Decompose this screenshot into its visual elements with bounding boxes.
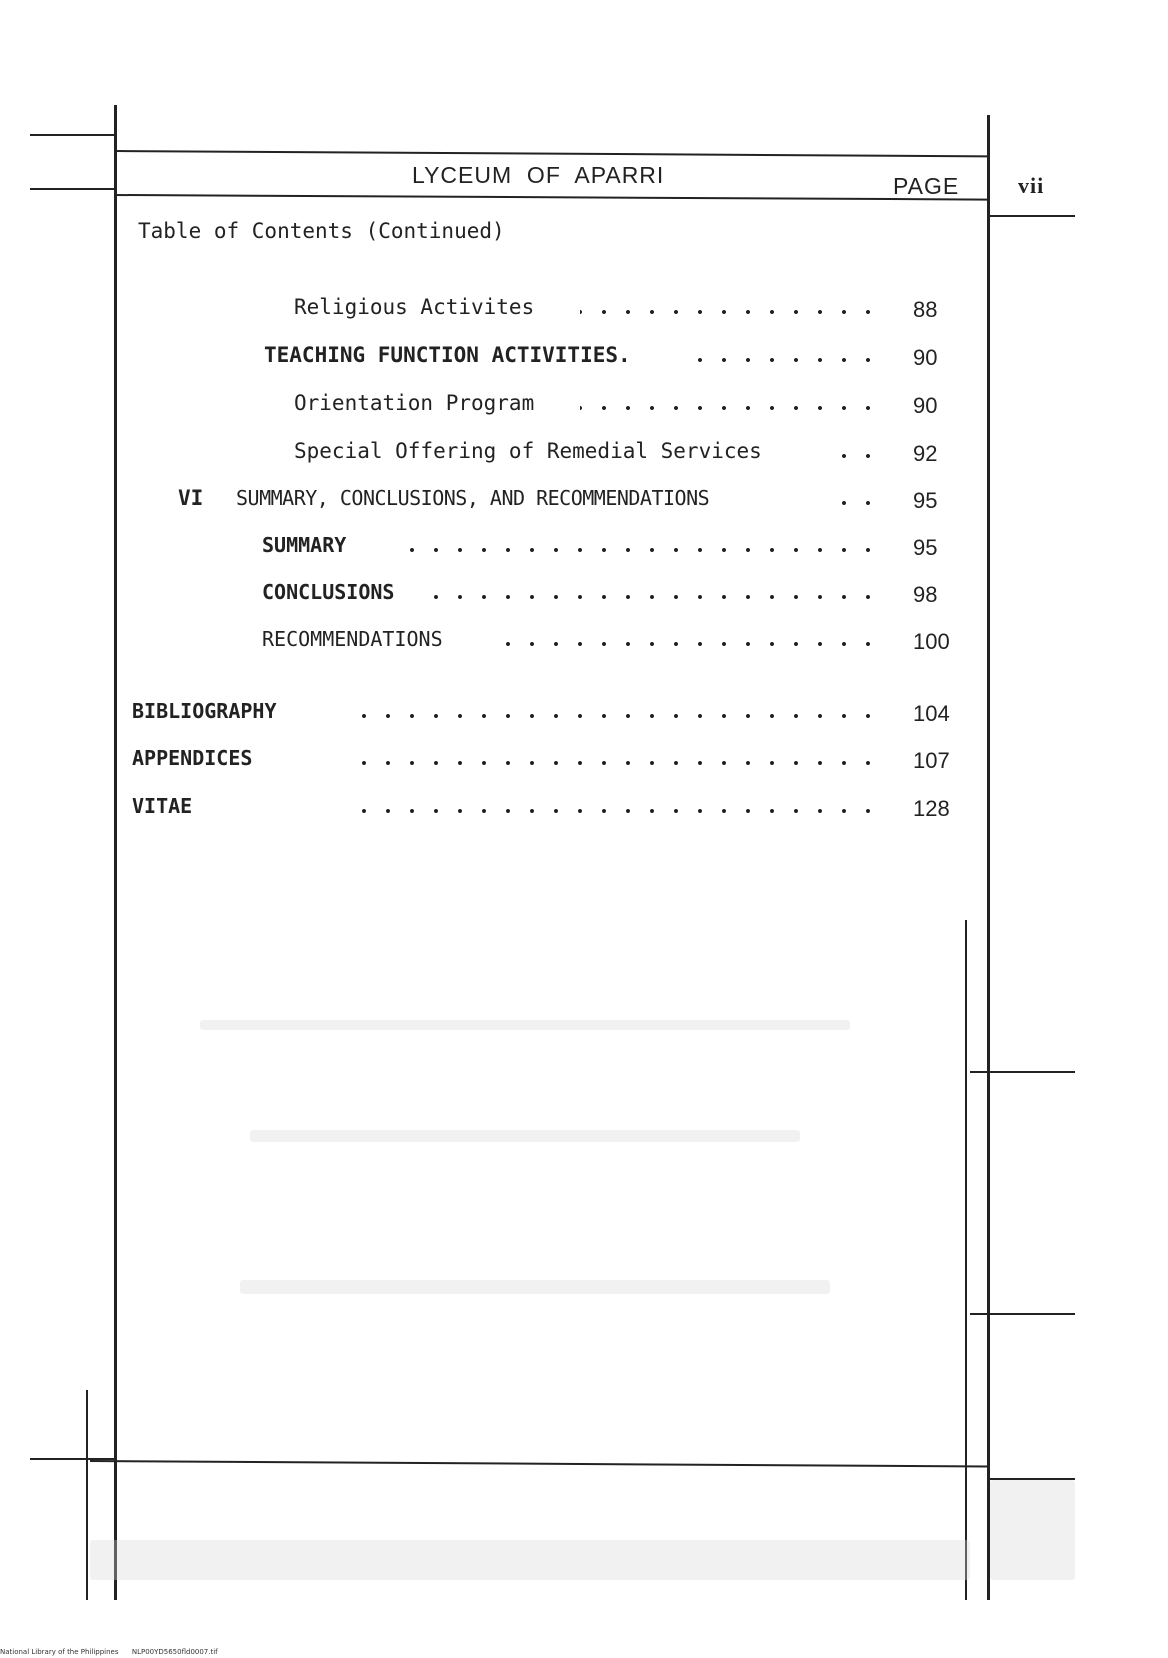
toc-entry-label: SUMMARY bbox=[262, 533, 347, 557]
dot-leader bbox=[580, 405, 880, 411]
toc-entry-page: 104 bbox=[913, 701, 950, 726]
toc-entry bbox=[0, 433, 1168, 473]
margin-right-mid2 bbox=[970, 1313, 1075, 1315]
chapter-number: VI bbox=[178, 486, 204, 510]
toc-entry-page: 88 bbox=[913, 297, 938, 322]
page-column-label: PAGE bbox=[893, 173, 960, 199]
frame-left-line bbox=[114, 105, 117, 1600]
dot-leader bbox=[840, 453, 880, 459]
dot-leader bbox=[345, 713, 880, 719]
toc-entry bbox=[0, 788, 1168, 828]
dot-leader bbox=[400, 547, 880, 553]
toc-entry-label: Religious Activites bbox=[294, 295, 535, 319]
toc-entry bbox=[0, 621, 1168, 661]
toc-entry bbox=[0, 385, 1168, 425]
toc-entry-label: APPENDICES bbox=[132, 746, 253, 770]
toc-entry-label: BIBLIOGRAPHY bbox=[132, 699, 277, 723]
toc-entry bbox=[0, 574, 1168, 614]
scan-smudge bbox=[990, 1480, 1075, 1580]
inner-right-line bbox=[965, 920, 967, 1600]
dot-leader bbox=[840, 500, 880, 506]
toc-entry-label: TEACHING FUNCTION ACTIVITIES. bbox=[264, 343, 631, 367]
toc-entry-label: RECOMMENDATIONS bbox=[262, 627, 443, 651]
toc-entry-page: 100 bbox=[913, 629, 950, 654]
inner-left-line bbox=[86, 1390, 88, 1600]
scan-smudge bbox=[200, 1020, 850, 1030]
toc-entry-label: Special Offering of Remedial Services bbox=[294, 439, 762, 463]
toc-heading: Table of Contents (Continued) bbox=[138, 219, 505, 243]
scan-source-caption: National Library of the Philippines NLP00YD5650fld0007.tif bbox=[0, 1648, 218, 1656]
toc-entry-page: 98 bbox=[913, 582, 938, 607]
header-bottom-rule bbox=[116, 194, 988, 201]
dot-leader bbox=[490, 641, 880, 647]
toc-entry-label: SUMMARY, CONCLUSIONS, AND RECOMMENDATIONS bbox=[236, 486, 710, 510]
roman-page-number: vii bbox=[1018, 173, 1045, 198]
dot-leader bbox=[580, 309, 880, 315]
toc-entry-page: 95 bbox=[913, 488, 938, 513]
toc-entry bbox=[0, 337, 1168, 377]
toc-entry-page: 128 bbox=[913, 796, 950, 821]
toc-entry bbox=[0, 480, 1168, 520]
toc-entry-page: 92 bbox=[913, 441, 938, 466]
header-top-rule bbox=[116, 150, 988, 157]
margin-left-lower bbox=[30, 188, 114, 190]
bottom-rule bbox=[90, 1460, 988, 1467]
margin-left-bottom bbox=[30, 1458, 114, 1460]
toc-entry-label: Orientation Program bbox=[294, 391, 535, 415]
toc-entry-page: 95 bbox=[913, 535, 938, 560]
toc-entry bbox=[0, 740, 1168, 780]
scan-smudge bbox=[250, 1130, 800, 1142]
toc-entry-page: 90 bbox=[913, 345, 938, 370]
dot-leader bbox=[345, 760, 880, 766]
toc-entry-label: VITAE bbox=[132, 794, 193, 818]
dot-leader bbox=[345, 808, 880, 814]
toc-entry-page: 90 bbox=[913, 393, 938, 418]
institution-heading: LYCEUM OF APARRI bbox=[412, 162, 665, 188]
scan-smudge bbox=[240, 1280, 830, 1294]
dot-leader bbox=[680, 357, 880, 363]
margin-right-mid1 bbox=[970, 1071, 1075, 1073]
margin-right-upper bbox=[990, 215, 1075, 217]
toc-entry bbox=[0, 693, 1168, 733]
toc-entry bbox=[0, 289, 1168, 329]
scan-smudge bbox=[90, 1540, 970, 1580]
toc-entry-page: 107 bbox=[913, 748, 950, 773]
margin-left-upper bbox=[30, 134, 114, 136]
dot-leader bbox=[430, 594, 880, 600]
toc-entry bbox=[0, 527, 1168, 567]
toc-entry-label: CONCLUSIONS bbox=[262, 580, 395, 604]
